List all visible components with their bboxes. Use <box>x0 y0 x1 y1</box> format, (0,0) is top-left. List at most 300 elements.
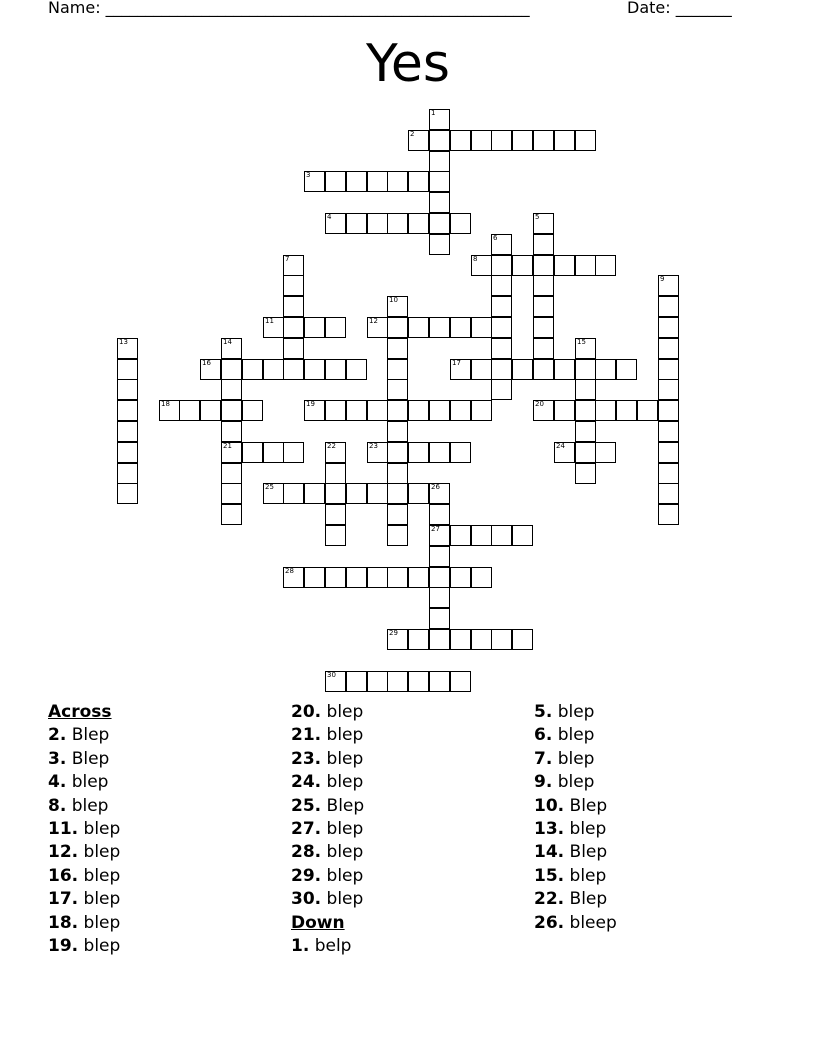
grid-cell[interactable] <box>283 359 304 380</box>
clue-number: 27 <box>431 525 440 533</box>
grid-cell[interactable] <box>491 359 512 380</box>
grid-cell[interactable] <box>429 567 450 588</box>
grid-cell[interactable] <box>387 483 408 504</box>
grid-cell[interactable] <box>387 400 408 421</box>
clue-item <box>534 888 774 911</box>
grid-cell[interactable] <box>387 338 408 359</box>
clue-item-number: 21. <box>291 725 322 746</box>
clue-item <box>534 748 774 771</box>
clue-number: 3 <box>306 171 311 179</box>
clue-column-3 <box>534 701 774 935</box>
clue-item <box>534 841 774 864</box>
grid-cell[interactable] <box>491 130 512 151</box>
grid-cell[interactable] <box>512 255 533 276</box>
grid-cell[interactable] <box>346 483 367 504</box>
grid-cell[interactable] <box>346 359 367 380</box>
clue-item-text: blep <box>326 748 364 769</box>
grid-cell[interactable] <box>367 213 388 234</box>
clue-item-number: 7. <box>534 748 553 769</box>
grid-cell[interactable] <box>471 629 492 650</box>
clue-item-number: 24. <box>291 772 322 793</box>
clue-number: 18 <box>161 400 170 408</box>
clue-item <box>534 795 774 818</box>
grid-cell[interactable] <box>471 130 492 151</box>
grid-cell[interactable] <box>512 525 533 546</box>
grid-cell[interactable] <box>304 567 325 588</box>
grid-cell[interactable] <box>283 442 304 463</box>
clue-item-number: 20. <box>291 702 322 722</box>
grid-cell[interactable] <box>575 379 596 400</box>
clue-item <box>534 912 774 935</box>
grid-cell[interactable] <box>575 255 596 276</box>
clue-number: 1 <box>431 109 436 117</box>
grid-cell[interactable] <box>346 400 367 421</box>
grid-cell[interactable] <box>575 442 596 463</box>
clue-item-text: blep <box>83 842 121 863</box>
grid-cell[interactable] <box>408 671 429 692</box>
grid-cell[interactable] <box>200 359 221 380</box>
grid-cell[interactable] <box>450 567 471 588</box>
grid-cell[interactable] <box>595 359 616 380</box>
clue-number: 6 <box>493 234 498 242</box>
grid-cell[interactable] <box>575 421 596 442</box>
grid-cell[interactable] <box>408 130 429 151</box>
clue-item-text: Blep <box>569 795 608 816</box>
clue-item-number: 19. <box>48 935 79 956</box>
clue-item-text: blep <box>71 772 109 793</box>
grid-cell[interactable] <box>221 421 242 442</box>
grid-cell[interactable] <box>221 379 242 400</box>
clue-item-text: blep <box>326 865 364 886</box>
grid-cell[interactable] <box>450 442 471 463</box>
grid-cell[interactable] <box>491 379 512 400</box>
grid-cell[interactable] <box>491 296 512 317</box>
grid-cell[interactable] <box>658 379 679 400</box>
grid-cell[interactable] <box>221 400 242 421</box>
grid-cell[interactable] <box>658 483 679 504</box>
grid-cell[interactable] <box>471 525 492 546</box>
grid-cell[interactable] <box>387 213 408 234</box>
clue-item-text: blep <box>326 818 364 839</box>
grid-cell[interactable] <box>179 400 200 421</box>
clue-item-number: 17. <box>48 889 79 910</box>
clue-number: 20 <box>535 400 544 408</box>
clue-item <box>534 771 774 794</box>
clue-number: 13 <box>119 338 128 346</box>
clue-item <box>48 935 288 958</box>
clue-number: 2 <box>410 130 415 138</box>
clue-item-number: 9. <box>534 772 553 793</box>
grid-cell[interactable] <box>117 359 138 380</box>
grid-cell[interactable] <box>367 483 388 504</box>
grid-cell[interactable] <box>533 234 554 255</box>
grid-cell[interactable] <box>304 400 325 421</box>
grid-cell[interactable] <box>575 400 596 421</box>
clue-item-number: 30. <box>291 889 322 910</box>
grid-cell[interactable] <box>429 608 450 629</box>
clue-item <box>291 724 531 747</box>
clue-item-text: blep <box>557 748 595 769</box>
clue-item-number: 11. <box>48 818 79 839</box>
clue-item-number: 3. <box>48 748 67 769</box>
grid-cell[interactable] <box>283 483 304 504</box>
grid-cell[interactable] <box>325 567 346 588</box>
grid-cell[interactable] <box>533 255 554 276</box>
grid-cell[interactable] <box>429 130 450 151</box>
clue-number: 12 <box>369 317 378 325</box>
grid-cell[interactable] <box>367 400 388 421</box>
clue-item-number: 12. <box>48 842 79 863</box>
clue-item-number: 10. <box>534 795 565 816</box>
grid-cell[interactable] <box>408 213 429 234</box>
clue-item-number: 8. <box>48 795 67 816</box>
clue-item <box>48 818 288 841</box>
grid-cell[interactable] <box>283 567 304 588</box>
grid-cell[interactable] <box>408 483 429 504</box>
grid-cell[interactable] <box>283 317 304 338</box>
grid-cell[interactable] <box>408 442 429 463</box>
grid-cell[interactable] <box>429 442 450 463</box>
grid-cell[interactable] <box>117 442 138 463</box>
grid-cell[interactable] <box>408 171 429 192</box>
grid-cell[interactable] <box>575 463 596 484</box>
grid-cell[interactable] <box>450 671 471 692</box>
grid-cell[interactable] <box>346 567 367 588</box>
grid-cell[interactable] <box>512 130 533 151</box>
clue-item-number: 14. <box>534 842 565 863</box>
grid-cell[interactable] <box>304 317 325 338</box>
grid-cell[interactable] <box>533 275 554 296</box>
grid-cell[interactable] <box>429 234 450 255</box>
grid-cell[interactable] <box>325 359 346 380</box>
clue-number: 17 <box>452 359 461 367</box>
grid-cell[interactable] <box>117 379 138 400</box>
grid-cell[interactable] <box>325 400 346 421</box>
grid-cell[interactable] <box>554 359 575 380</box>
grid-cell[interactable] <box>429 629 450 650</box>
clue-item <box>48 795 288 818</box>
grid-cell[interactable] <box>429 151 450 172</box>
clue-section-heading <box>291 912 531 935</box>
grid-cell[interactable] <box>408 400 429 421</box>
grid-cell[interactable] <box>429 192 450 213</box>
grid-cell[interactable] <box>491 275 512 296</box>
grid-cell[interactable] <box>325 483 346 504</box>
clue-item <box>48 865 288 888</box>
grid-cell[interactable] <box>658 275 679 296</box>
clue-number: 4 <box>327 213 332 221</box>
grid-cell[interactable] <box>491 338 512 359</box>
grid-cell[interactable] <box>491 317 512 338</box>
clue-item-text: blep <box>326 702 364 722</box>
grid-cell[interactable] <box>387 421 408 442</box>
grid-cell[interactable] <box>387 671 408 692</box>
clue-item-number: 16. <box>48 865 79 886</box>
grid-cell[interactable] <box>117 338 138 359</box>
grid-cell[interactable] <box>346 671 367 692</box>
grid-cell[interactable] <box>325 463 346 484</box>
clue-item-text: bleep <box>569 912 617 933</box>
grid-cell[interactable] <box>450 213 471 234</box>
clue-item-text: belp <box>314 935 352 956</box>
grid-cell[interactable] <box>221 483 242 504</box>
grid-cell[interactable] <box>450 629 471 650</box>
grid-cell[interactable] <box>387 525 408 546</box>
clue-item <box>534 701 774 724</box>
clue-item-number: 26. <box>534 912 565 933</box>
grid-cell[interactable] <box>283 275 304 296</box>
grid-cell[interactable] <box>221 504 242 525</box>
clue-item-number: 6. <box>534 725 553 746</box>
date-field-label: Date: _______ <box>627 0 732 17</box>
grid-cell[interactable] <box>595 400 616 421</box>
clue-item-text: blep <box>326 725 364 746</box>
grid-cell[interactable] <box>658 400 679 421</box>
clue-column-2 <box>291 701 531 958</box>
grid-cell[interactable] <box>658 504 679 525</box>
clue-item-number: 28. <box>291 842 322 863</box>
grid-cell[interactable] <box>408 629 429 650</box>
clue-item <box>48 748 288 771</box>
grid-cell[interactable] <box>304 359 325 380</box>
grid-cell[interactable] <box>325 442 346 463</box>
clue-item-text: blep <box>83 818 121 839</box>
grid-cell[interactable] <box>325 525 346 546</box>
grid-cell[interactable] <box>387 442 408 463</box>
clue-item <box>291 701 531 724</box>
grid-cell[interactable] <box>263 442 284 463</box>
clue-item <box>48 771 288 794</box>
clue-item-number: 25. <box>291 795 322 816</box>
grid-cell[interactable] <box>387 567 408 588</box>
grid-cell[interactable] <box>387 296 408 317</box>
grid-cell[interactable] <box>575 338 596 359</box>
name-field-label: Name: _____________________________________________________ <box>48 0 530 17</box>
clue-number: 21 <box>223 442 232 450</box>
clue-item <box>48 912 288 935</box>
grid-cell[interactable] <box>408 567 429 588</box>
grid-cell[interactable] <box>283 255 304 276</box>
grid-cell[interactable] <box>533 400 554 421</box>
grid-cell[interactable] <box>387 629 408 650</box>
clue-item-text: blep <box>326 772 364 793</box>
clue-number: 10 <box>389 296 398 304</box>
grid-cell[interactable] <box>367 171 388 192</box>
grid-cell[interactable] <box>387 317 408 338</box>
grid-cell[interactable] <box>450 317 471 338</box>
clue-item-text: blep <box>83 865 121 886</box>
clue-item <box>291 771 531 794</box>
grid-cell[interactable] <box>429 671 450 692</box>
grid-cell[interactable] <box>595 442 616 463</box>
clue-item <box>48 888 288 911</box>
clue-item-text: blep <box>557 725 595 746</box>
clue-item <box>291 748 531 771</box>
grid-cell[interactable] <box>408 317 429 338</box>
grid-cell[interactable] <box>346 171 367 192</box>
grid-cell[interactable] <box>554 442 575 463</box>
grid-cell[interactable] <box>200 400 221 421</box>
grid-cell[interactable] <box>491 525 512 546</box>
clue-item <box>48 841 288 864</box>
grid-cell[interactable] <box>658 442 679 463</box>
clue-item-number: 1. <box>291 935 310 956</box>
grid-cell[interactable] <box>512 629 533 650</box>
grid-cell[interactable] <box>429 525 450 546</box>
grid-cell[interactable] <box>325 671 346 692</box>
clue-item <box>534 865 774 888</box>
clue-item <box>291 818 531 841</box>
clue-item-number: 23. <box>291 748 322 769</box>
grid-cell[interactable] <box>533 338 554 359</box>
grid-cell[interactable] <box>263 483 284 504</box>
grid-cell[interactable] <box>367 671 388 692</box>
clue-number: 28 <box>285 567 294 575</box>
clue-item <box>534 724 774 747</box>
grid-cell[interactable] <box>658 463 679 484</box>
grid-cell[interactable] <box>242 442 263 463</box>
grid-cell[interactable] <box>367 317 388 338</box>
clue-number: 15 <box>577 338 586 346</box>
clue-number: 14 <box>223 338 232 346</box>
grid-cell[interactable] <box>429 504 450 525</box>
grid-cell[interactable] <box>387 359 408 380</box>
grid-cell[interactable] <box>658 421 679 442</box>
grid-cell[interactable] <box>346 213 367 234</box>
grid-cell[interactable] <box>159 400 180 421</box>
grid-cell[interactable] <box>491 629 512 650</box>
grid-cell[interactable] <box>367 567 388 588</box>
section-heading-text: Across <box>48 702 112 722</box>
grid-cell[interactable] <box>471 567 492 588</box>
grid-cell[interactable] <box>221 359 242 380</box>
grid-cell[interactable] <box>429 109 450 130</box>
grid-cell[interactable] <box>325 213 346 234</box>
grid-cell[interactable] <box>242 359 263 380</box>
clue-number: 19 <box>306 400 315 408</box>
grid-cell[interactable] <box>450 400 471 421</box>
clue-number: 9 <box>660 275 665 283</box>
grid-cell[interactable] <box>263 359 284 380</box>
clue-item <box>291 865 531 888</box>
grid-cell[interactable] <box>283 338 304 359</box>
clue-column-1 <box>48 701 288 958</box>
grid-cell[interactable] <box>533 213 554 234</box>
grid-cell[interactable] <box>471 400 492 421</box>
clue-item-number: 5. <box>534 702 553 722</box>
grid-cell[interactable] <box>242 400 263 421</box>
grid-cell[interactable] <box>658 296 679 317</box>
grid-cell[interactable] <box>658 359 679 380</box>
grid-cell[interactable] <box>429 400 450 421</box>
grid-cell[interactable] <box>221 442 242 463</box>
grid-cell[interactable] <box>533 359 554 380</box>
grid-cell[interactable] <box>387 504 408 525</box>
grid-cell[interactable] <box>471 317 492 338</box>
grid-cell[interactable] <box>533 130 554 151</box>
grid-cell[interactable] <box>387 379 408 400</box>
grid-cell[interactable] <box>304 171 325 192</box>
grid-cell[interactable] <box>221 338 242 359</box>
grid-cell[interactable] <box>491 255 512 276</box>
grid-cell[interactable] <box>117 483 138 504</box>
grid-cell[interactable] <box>512 359 533 380</box>
grid-cell[interactable] <box>450 130 471 151</box>
grid-cell[interactable] <box>429 587 450 608</box>
clue-item-text: Blep <box>569 889 608 910</box>
grid-cell[interactable] <box>658 338 679 359</box>
grid-cell[interactable] <box>263 317 284 338</box>
grid-cell[interactable] <box>367 442 388 463</box>
grid-cell[interactable] <box>554 400 575 421</box>
grid-cell[interactable] <box>533 296 554 317</box>
clue-item-text: Blep <box>569 842 608 863</box>
clue-item <box>534 818 774 841</box>
grid-cell[interactable] <box>554 130 575 151</box>
grid-cell[interactable] <box>325 504 346 525</box>
grid-cell[interactable] <box>387 463 408 484</box>
grid-cell[interactable] <box>616 359 637 380</box>
grid-cell[interactable] <box>325 317 346 338</box>
grid-cell[interactable] <box>429 171 450 192</box>
clue-item-number: 13. <box>534 818 565 839</box>
section-heading-text: Down <box>291 912 345 933</box>
clue-number: 11 <box>265 317 274 325</box>
grid-cell[interactable] <box>117 421 138 442</box>
clue-item-number: 15. <box>534 865 565 886</box>
grid-cell[interactable] <box>429 546 450 567</box>
clue-number: 5 <box>535 213 540 221</box>
grid-cell[interactable] <box>575 130 596 151</box>
clue-item-text: blep <box>71 795 109 816</box>
grid-cell[interactable] <box>283 296 304 317</box>
grid-cell[interactable] <box>658 317 679 338</box>
grid-cell[interactable] <box>491 234 512 255</box>
clue-item-number: 2. <box>48 725 67 746</box>
clue-number: 7 <box>285 255 290 263</box>
grid-cell[interactable] <box>117 400 138 421</box>
grid-cell[interactable] <box>616 400 637 421</box>
clue-item-text: blep <box>83 912 121 933</box>
grid-cell[interactable] <box>575 359 596 380</box>
grid-cell[interactable] <box>471 359 492 380</box>
page-title: Yes <box>366 34 450 94</box>
grid-cell[interactable] <box>387 171 408 192</box>
grid-cell[interactable] <box>533 317 554 338</box>
grid-cell[interactable] <box>450 359 471 380</box>
clue-item <box>291 841 531 864</box>
clue-item-text: blep <box>557 772 595 793</box>
grid-cell[interactable] <box>429 483 450 504</box>
grid-cell[interactable] <box>637 400 658 421</box>
grid-cell[interactable] <box>221 463 242 484</box>
clue-item-number: 27. <box>291 818 322 839</box>
clue-item-text: blep <box>326 842 364 863</box>
grid-cell[interactable] <box>117 463 138 484</box>
grid-cell[interactable] <box>450 525 471 546</box>
clue-number: 8 <box>473 255 478 263</box>
grid-cell[interactable] <box>325 171 346 192</box>
grid-cell[interactable] <box>554 255 575 276</box>
grid-cell[interactable] <box>429 317 450 338</box>
grid-cell[interactable] <box>471 255 492 276</box>
grid-cell[interactable] <box>304 483 325 504</box>
clue-item-text: blep <box>83 889 121 910</box>
grid-cell[interactable] <box>595 255 616 276</box>
clue-item-text: Blep <box>71 725 110 746</box>
grid-cell[interactable] <box>429 213 450 234</box>
clue-item <box>48 724 288 747</box>
